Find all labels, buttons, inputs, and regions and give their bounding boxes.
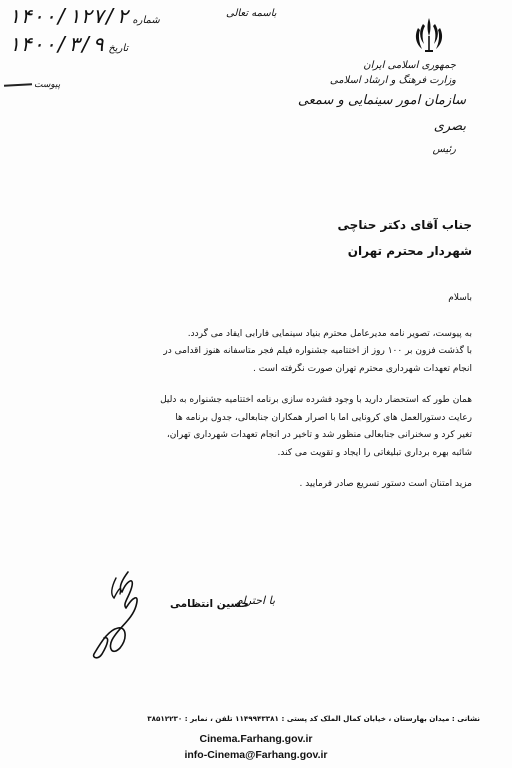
- signer-name: حسین انتظامی: [170, 598, 249, 610]
- footer-website[interactable]: Cinema.Farhang.gov.ir: [199, 733, 313, 745]
- recipient-block: [338, 212, 472, 264]
- org-department: سازمان امور سینمایی و سمعی بصری: [297, 93, 466, 134]
- organization-header: [286, 58, 466, 160]
- paragraph-1: [30, 326, 472, 379]
- date-label: تاریخ: [108, 43, 129, 54]
- recipient-name: جناب آقای دکتر حناچی: [337, 218, 472, 232]
- org-title: رئیس: [432, 144, 456, 155]
- org-country: جمهوری اسلامی ایران: [363, 60, 456, 71]
- paragraph-line: تغیر کرد و سخنرانی جنابعالی منظور شد و تاخیر در انجام تعهدات شهرداری تهران،: [166, 430, 472, 440]
- paragraph-line: با گذشت فزون بر ۱۰۰ روز از اختتامیه جشنواره فیلم فجر متاسفانه هنوز اقدامی در: [163, 346, 472, 356]
- org-ministry: وزارت فرهنگ و ارشاد اسلامی: [329, 75, 456, 86]
- paragraph-line: شائبه بهره برداری تبلیغاتی را ایجاد و تقویت می کند.: [277, 447, 472, 458]
- reference-block: [8, 4, 178, 60]
- number-value: ۱۴۰۰/۱۲۷/۲: [8, 4, 129, 28]
- date-row: [8, 32, 178, 60]
- recipient-title: شهردار محترم تهران: [347, 244, 472, 258]
- paragraph-line: به پیوست، تصویر نامه مدیرعامل محترم بنیاد سینمایی فارابی ایفاد می گردد.: [187, 328, 472, 339]
- paragraph-line: همان طور که استحضار دارید با وجود فشرده سازی برنامه اختتامیه جشنواره به دلیل: [160, 395, 472, 405]
- paragraph-2: [30, 392, 472, 462]
- date-value: ۱۴۰۰/۳/۹: [8, 32, 105, 56]
- footer-address: نشانی : میدان بهارستان ، خیابان کمال الملک کد پستی : ۱۱۴۹۹۴۳۳۸۱ تلفن ، نمابر : ۳۸۵۱۲۲۳۰: [147, 714, 480, 723]
- invocation-text: باسمه تعالی: [226, 8, 277, 19]
- attachment-dash: [4, 83, 32, 86]
- closing-line: مزید امتنان است دستور تسریع صادر فرمایید .: [299, 479, 472, 489]
- number-label: شماره: [132, 15, 160, 26]
- emblem-icon: [414, 14, 444, 58]
- handwritten-signature: [82, 568, 152, 664]
- salutation: باسلام: [448, 293, 472, 303]
- number-row: [8, 4, 178, 32]
- attachment-label: پیوست: [34, 80, 61, 90]
- paragraph-line: رعایت دستورالعمل های کرونایی اما با اصرار همکاران جنابعالی، جدول برنامه ها: [175, 412, 472, 423]
- letter-body: [30, 290, 472, 508]
- closing-greeting: با احترام: [236, 594, 276, 607]
- footer-email[interactable]: info-Cinema@Farhang.gov.ir: [184, 749, 328, 761]
- paragraph-line: انجام تعهدات شهرداری محترم تهران صورت نگرفته است .: [252, 363, 472, 374]
